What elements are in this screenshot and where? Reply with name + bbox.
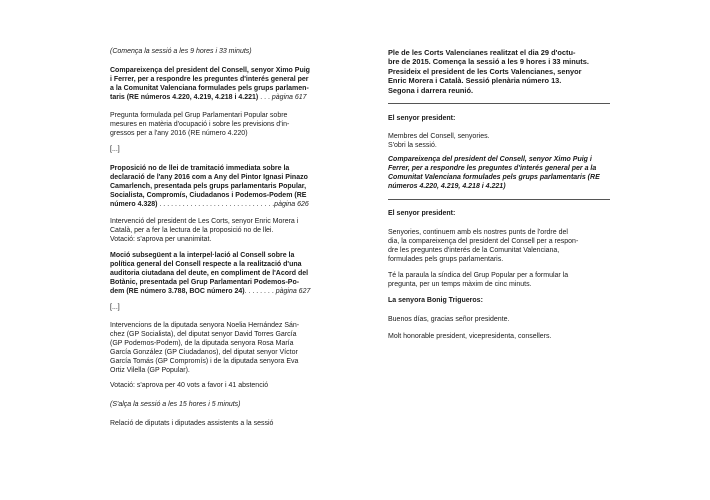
speech-paragraph: Membres del Consell, senyories. S'obri la sessió. (388, 133, 490, 149)
divider (388, 199, 610, 200)
summary-item-intervencions: Intervencions de la diputada senyora Noelia Hernández Sán- chez (GP Socialista), del diputat senyor David Torres García (GP Podemos-Podem), de la diputada senyora Rosa María García González (GP Ciudadanos), del diputat senyor Víctor García Tomás (GP Compromís) i de la diputada senyora Eva Ortiz Vilella (GP Popular). (110, 322, 300, 374)
attendance-heading: Relació de diputats i diputades assistents a la sessió (110, 420, 274, 427)
session-end-note: (S'alça la sessió a les 15 hores i 5 minuts) (110, 401, 241, 408)
speech-paragraph: Té la paraula la síndica del Grup Popular per a formular la pregunta, per un temps màxim de cinc minuts. (388, 272, 569, 288)
page-reference: pàgina 626 (274, 201, 309, 208)
speaker-label: El senyor president: (388, 210, 456, 217)
ellipsis: [...] (110, 146, 120, 153)
speaker-label: El senyor president: (388, 115, 456, 122)
session-heading: Ple de les Corts Valencianes realitzat el dia 29 d'octu- bre de 2015. Comença la sessió a les 9 hores i 33 minuts. Presideix el president de les Corts Valencianes, senyor Enric Morera i Català. Sessió plenària número 13. Segona i darrera reunió. (388, 48, 589, 95)
summary-item-intervencio: Intervenció del president de Les Corts, senyor Enric Morera i Català, per a fer la lectura de la proposició no de llei. Votació: s'aprova per unanimitat. (110, 217, 334, 244)
speech-paragraph: Senyories, continuem amb els nostres punts de l'ordre del dia, la compareixença del president del Consell per a respon- dre les preguntes d'interés de la Comunitat Valenciana, formulades pels grups parlamentaris. (388, 229, 579, 263)
ellipsis: [...] (110, 304, 120, 311)
speaker-label: La senyora Bonig Trigueros: (388, 297, 483, 304)
page-reference: pàgina 627 (275, 288, 311, 295)
summary-item-compareixenca: Compareixença del president del Consell, senyor Ximo Puig i Ferrer, per a respondre les preguntes d'interés general per a la Comunitat Valenciana formulades pels grups parlamen- taris (RE números 4.220, 4.219, 4.218 i 4.221) . . . pàgina 617 (110, 67, 310, 101)
session-start-note: (Comença la sessió a les 9 hores i 33 minuts) (110, 48, 252, 55)
speech-paragraph: Buenos días, gracias señor presidente. (388, 316, 510, 323)
summary-item-mocio: Moció subsegüent a la interpel·lació al Consell sobre la política general del Consell respecte a la realització d'una auditoria ciutadana del deute, en compliment de l'Acord del Botànic, presentada pel Grup Parlamentari Podemos-Po- dem (RE número 3.788, BOC número 24). . . . . . . . pàgina 627 (110, 252, 311, 295)
agenda-item-title: Compareixença del president del Consell, senyor Ximo Puig i Ferrer, per a respondre les preguntes d'interés general per a la Comunitat Valenciana formulades pels grups parlamentaris (RE números 4.220, 4.219, 4.218 i 4.221) (388, 156, 600, 190)
vote-result: Votació: s'aprova per 40 vots a favor i 41 abstenció (110, 382, 269, 389)
speech-paragraph: Molt honorable president, vicepresidenta, consellers. (388, 333, 552, 340)
vote-result: Votació: s'aprova per unanimitat. (110, 236, 212, 243)
divider (388, 103, 610, 104)
page-reference: pàgina 617 (271, 94, 307, 101)
summary-item-pregunta: Pregunta formulada pel Grup Parlamentari Popular sobre mesures en matèria d'ocupació i sobre les previsions d'in- gressos per a l'any 2016 (RE número 4.220) (110, 112, 290, 137)
summary-item-proposicio: Proposició no de llei de tramitació immediata sobre la declaració de l'any 2016 com a Any del Pintor Ignasi Pinazo Camarlench, presentada pels grups parlamentaris Popular, Socialista, Compromís, Ciudadanos i Podemos-Podem (RE número 4.328) . . . . . . . . . . . . . . . . . . . . . . . . . . . . . .pàgina 626 (110, 165, 309, 208)
